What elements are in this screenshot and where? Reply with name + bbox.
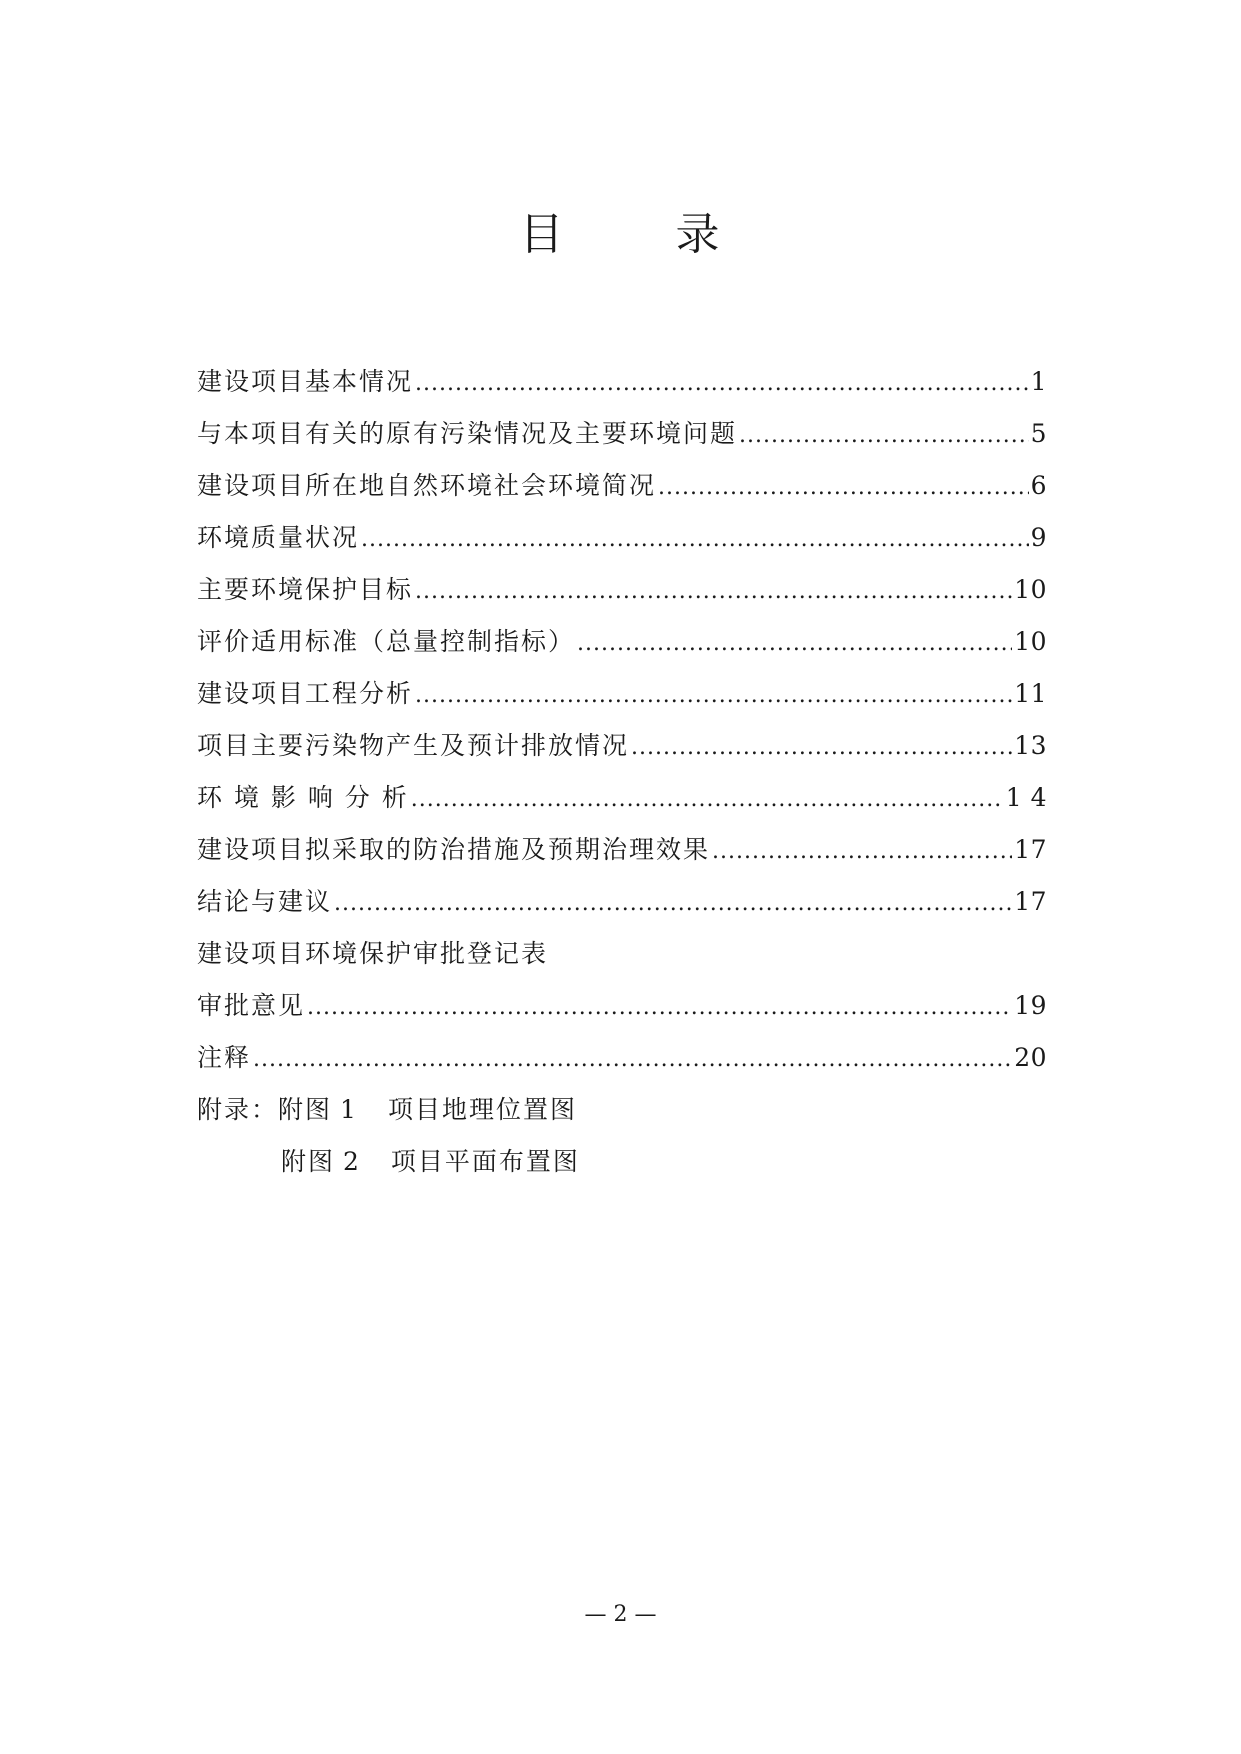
toc-entry-label: 环境质量状况 [197,523,360,552]
toc-leader-dots [712,826,1012,878]
appendix-figure-title: 项目平面布置图 [390,1147,580,1176]
table-of-contents [197,356,1047,1188]
appendix-figure-title: 项目地理位置图 [387,1095,577,1124]
toc-entry[interactable] [197,616,1047,668]
toc-entry[interactable] [197,824,1047,876]
title-char-2: 录 [675,209,722,260]
toc-leader-dots [253,1034,1012,1086]
toc-entry-label: 建设项目工程分析 [197,679,414,708]
page-title [0,198,1241,262]
toc-leader-dots [411,774,1004,826]
toc-leader-dots [658,462,1029,514]
toc-entry-label: 与本项目有关的原有污染情况及主要环境问题 [197,419,738,448]
toc-entry[interactable] [197,772,1047,824]
toc-entry-label: 注释 [197,1043,252,1072]
toc-entry[interactable] [197,980,1047,1032]
toc-entry-page: 17 [1014,887,1047,916]
toc-entry-page: 5 [1030,419,1047,448]
toc-entry-page: 17 [1014,835,1047,864]
toc-entry-label: 建设项目环境保护审批登记表 [197,939,549,968]
appendix-figure-number: 2 [343,1147,359,1176]
toc-entry-page: 13 [1014,731,1047,760]
toc-leader-dots [361,514,1029,566]
toc-entry-label: 审批意见 [197,991,306,1020]
toc-entry-page: 10 [1014,575,1047,604]
toc-leader-dots [739,410,1029,462]
toc-entry[interactable] [197,512,1047,564]
toc-entry[interactable] [197,876,1047,928]
toc-leader-dots [307,982,1012,1034]
toc-entry-no-page[interactable] [197,928,1047,980]
toc-entry-page: 10 [1014,627,1047,656]
toc-entry[interactable] [197,408,1047,460]
toc-entry-label: 环 境 影 响 分 析 [197,783,409,812]
appendix-entry[interactable] [197,1136,1047,1188]
toc-entry-page: 6 [1030,471,1047,500]
toc-leader-dots [631,722,1012,774]
toc-entry-label: 建设项目所在地自然环境社会环境简况 [197,471,657,500]
toc-entry-page: 19 [1014,991,1047,1020]
toc-entry-label: 结论与建议 [197,887,333,916]
toc-entry[interactable] [197,564,1047,616]
toc-leader-dots [415,358,1029,410]
appendix-prefix: 附录： [197,1095,279,1124]
toc-entry-label: 建设项目基本情况 [197,367,414,396]
appendix-figure-label: 附图 [281,1147,336,1176]
toc-entry[interactable] [197,356,1047,408]
toc-leader-dots [415,566,1012,618]
toc-entry-page: 9 [1030,523,1047,552]
toc-leader-dots [334,878,1012,930]
toc-entry-page: 20 [1014,1043,1047,1072]
toc-entry[interactable] [197,1032,1047,1084]
toc-entry[interactable] [197,668,1047,720]
page-number: — 2 — [584,1602,657,1627]
toc-entry-label: 评价适用标准（总量控制指标） [197,627,576,656]
appendix-figure-label: 附图 [278,1095,333,1124]
toc-entry-page: 11 [1014,679,1047,708]
toc-entry[interactable] [197,720,1047,772]
toc-entry-label: 项目主要污染物产生及预计排放情况 [197,731,630,760]
toc-leader-dots [577,618,1012,670]
toc-entry-page: 1 4 [1005,783,1047,812]
title-char-1: 目 [519,209,566,260]
appendix-figure-number: 1 [340,1095,356,1124]
toc-entry-page: 1 [1030,367,1047,396]
appendix-entry[interactable] [197,1084,1047,1136]
toc-entry-label: 建设项目拟采取的防治措施及预期治理效果 [197,835,711,864]
toc-leader-dots [415,670,1012,722]
toc-entry[interactable] [197,460,1047,512]
toc-entry-label: 主要环境保护目标 [197,575,414,604]
